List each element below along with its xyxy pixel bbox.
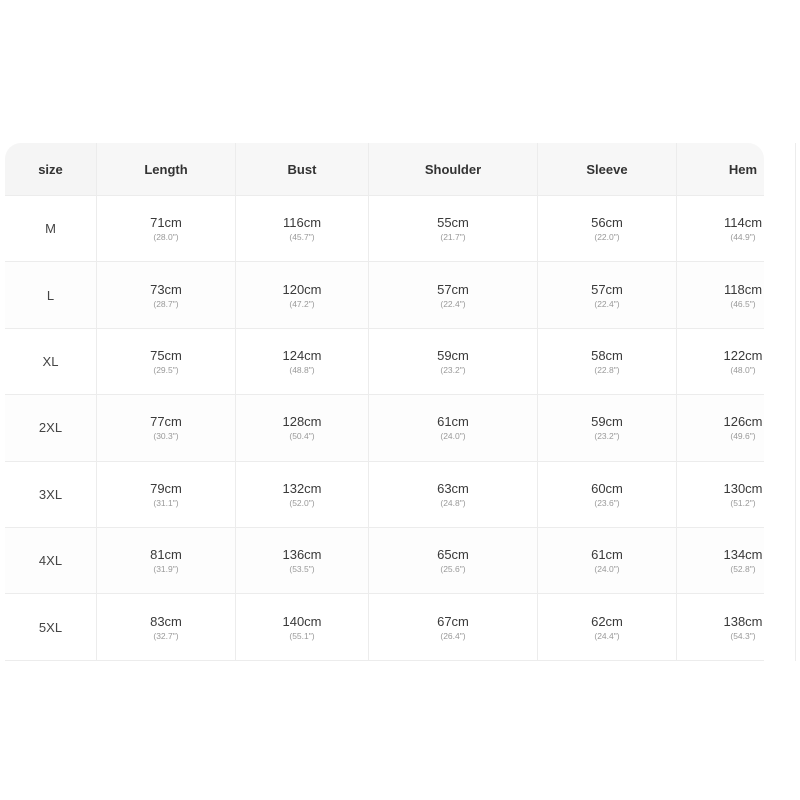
length-cm-value: 71cm bbox=[150, 215, 182, 231]
bust-cm-value: 140cm bbox=[282, 613, 322, 629]
size-chart-table bbox=[5, 143, 764, 661]
bust-inch-value: (47.2") bbox=[289, 298, 315, 309]
shoulder-inch-value: (22.4") bbox=[440, 298, 466, 309]
sleeve-inch-value: (23.2") bbox=[594, 431, 620, 442]
bust-cm-value: 120cm bbox=[282, 281, 322, 297]
sleeve-cell bbox=[538, 528, 677, 594]
length-cm-value: 75cm bbox=[150, 347, 182, 363]
bust-cm-value: 116cm bbox=[282, 215, 322, 231]
header-sleeve: Sleeve bbox=[538, 143, 677, 196]
hem-cell bbox=[677, 462, 764, 528]
sleeve-cell bbox=[538, 196, 677, 262]
shoulder-cell bbox=[369, 594, 538, 660]
length-cm-value: 79cm bbox=[150, 480, 182, 496]
hem-cm-value: 126cm bbox=[723, 414, 763, 430]
hem-inch-value: (51.2") bbox=[730, 497, 756, 508]
sleeve-cell bbox=[538, 395, 677, 461]
bust-cm-value: 128cm bbox=[282, 414, 322, 430]
hem-cell bbox=[677, 262, 764, 328]
hem-cell bbox=[677, 528, 764, 594]
sleeve-cm-value: 61cm bbox=[591, 547, 623, 563]
hem-cm-value: 130cm bbox=[723, 480, 763, 496]
sleeve-inch-value: (23.6") bbox=[594, 497, 620, 508]
sleeve-cell bbox=[538, 594, 677, 660]
shoulder-cell bbox=[369, 462, 538, 528]
sleeve-inch-value: (24.0") bbox=[594, 564, 620, 575]
hem-cm-value: 118cm bbox=[723, 281, 763, 297]
size-cell: L bbox=[5, 262, 97, 328]
size-cell: 3XL bbox=[5, 462, 97, 528]
length-cell bbox=[97, 462, 236, 528]
hem-inch-value: (52.8") bbox=[730, 564, 756, 575]
header-bust: Bust bbox=[236, 143, 369, 196]
size-cell: 4XL bbox=[5, 528, 97, 594]
shoulder-cell bbox=[369, 329, 538, 395]
bust-cell bbox=[236, 528, 369, 594]
length-inch-value: (29.5") bbox=[153, 364, 179, 375]
bust-inch-value: (50.4") bbox=[289, 431, 315, 442]
hem-inch-value: (54.3") bbox=[730, 630, 756, 641]
sleeve-inch-value: (24.4") bbox=[594, 630, 620, 641]
bust-cell bbox=[236, 329, 369, 395]
shoulder-inch-value: (24.0") bbox=[440, 431, 466, 442]
sleeve-cm-value: 56cm bbox=[591, 215, 623, 231]
bust-inch-value: (52.0") bbox=[289, 497, 315, 508]
size-cell: 2XL bbox=[5, 395, 97, 461]
shoulder-cm-value: 61cm bbox=[437, 414, 469, 430]
right-divider bbox=[795, 143, 796, 661]
shoulder-cm-value: 57cm bbox=[437, 281, 469, 297]
bust-cm-value: 132cm bbox=[282, 480, 322, 496]
shoulder-inch-value: (26.4") bbox=[440, 630, 466, 641]
length-inch-value: (28.0") bbox=[153, 232, 179, 243]
sleeve-cell bbox=[538, 262, 677, 328]
sleeve-cm-value: 60cm bbox=[591, 480, 623, 496]
header-hem: Hem bbox=[677, 143, 764, 196]
size-cell: M bbox=[5, 196, 97, 262]
length-cell bbox=[97, 262, 236, 328]
bust-cm-value: 136cm bbox=[282, 547, 322, 563]
length-cell bbox=[97, 528, 236, 594]
sleeve-inch-value: (22.8") bbox=[594, 364, 620, 375]
length-inch-value: (32.7") bbox=[153, 630, 179, 641]
sleeve-cm-value: 58cm bbox=[591, 347, 623, 363]
sleeve-cm-value: 57cm bbox=[591, 281, 623, 297]
hem-cell bbox=[677, 329, 764, 395]
bust-inch-value: (53.5") bbox=[289, 564, 315, 575]
length-cell bbox=[97, 594, 236, 660]
header-length: Length bbox=[97, 143, 236, 196]
shoulder-inch-value: (25.6") bbox=[440, 564, 466, 575]
bust-cell bbox=[236, 594, 369, 660]
bust-inch-value: (45.7") bbox=[289, 232, 315, 243]
shoulder-cell bbox=[369, 528, 538, 594]
length-cm-value: 83cm bbox=[150, 613, 182, 629]
length-cm-value: 77cm bbox=[150, 414, 182, 430]
shoulder-inch-value: (21.7") bbox=[440, 232, 466, 243]
shoulder-cm-value: 67cm bbox=[437, 613, 469, 629]
hem-cell bbox=[677, 594, 764, 660]
length-cm-value: 73cm bbox=[150, 281, 182, 297]
shoulder-cm-value: 63cm bbox=[437, 480, 469, 496]
bust-inch-value: (48.8") bbox=[289, 364, 315, 375]
hem-inch-value: (44.9") bbox=[730, 232, 756, 243]
bust-cell bbox=[236, 395, 369, 461]
sleeve-inch-value: (22.4") bbox=[594, 298, 620, 309]
length-inch-value: (31.1") bbox=[153, 497, 179, 508]
hem-cm-value: 122cm bbox=[723, 347, 763, 363]
hem-inch-value: (49.6") bbox=[730, 431, 756, 442]
shoulder-inch-value: (24.8") bbox=[440, 497, 466, 508]
header-size: size bbox=[5, 143, 97, 196]
shoulder-cm-value: 55cm bbox=[437, 215, 469, 231]
shoulder-cell bbox=[369, 395, 538, 461]
shoulder-cell bbox=[369, 262, 538, 328]
length-cell bbox=[97, 329, 236, 395]
sleeve-cm-value: 59cm bbox=[591, 414, 623, 430]
length-cm-value: 81cm bbox=[150, 547, 182, 563]
hem-cm-value: 134cm bbox=[723, 547, 763, 563]
hem-cm-value: 138cm bbox=[723, 613, 763, 629]
bust-cell bbox=[236, 462, 369, 528]
shoulder-inch-value: (23.2") bbox=[440, 364, 466, 375]
shoulder-cm-value: 65cm bbox=[437, 547, 469, 563]
length-inch-value: (30.3") bbox=[153, 431, 179, 442]
length-cell bbox=[97, 196, 236, 262]
bust-inch-value: (55.1") bbox=[289, 630, 315, 641]
bust-cm-value: 124cm bbox=[282, 347, 322, 363]
hem-cell bbox=[677, 196, 764, 262]
length-inch-value: (31.9") bbox=[153, 564, 179, 575]
size-cell: XL bbox=[5, 329, 97, 395]
sleeve-cell bbox=[538, 462, 677, 528]
header-shoulder: Shoulder bbox=[369, 143, 538, 196]
shoulder-cell bbox=[369, 196, 538, 262]
hem-cell bbox=[677, 395, 764, 461]
size-chart-grid bbox=[5, 143, 764, 661]
length-cell bbox=[97, 395, 236, 461]
hem-inch-value: (46.5") bbox=[730, 298, 756, 309]
hem-cm-value: 114cm bbox=[723, 215, 763, 231]
sleeve-cm-value: 62cm bbox=[591, 613, 623, 629]
bust-cell bbox=[236, 262, 369, 328]
bust-cell bbox=[236, 196, 369, 262]
size-cell: 5XL bbox=[5, 594, 97, 660]
sleeve-cell bbox=[538, 329, 677, 395]
shoulder-cm-value: 59cm bbox=[437, 347, 469, 363]
length-inch-value: (28.7") bbox=[153, 298, 179, 309]
sleeve-inch-value: (22.0") bbox=[594, 232, 620, 243]
hem-inch-value: (48.0") bbox=[730, 364, 756, 375]
